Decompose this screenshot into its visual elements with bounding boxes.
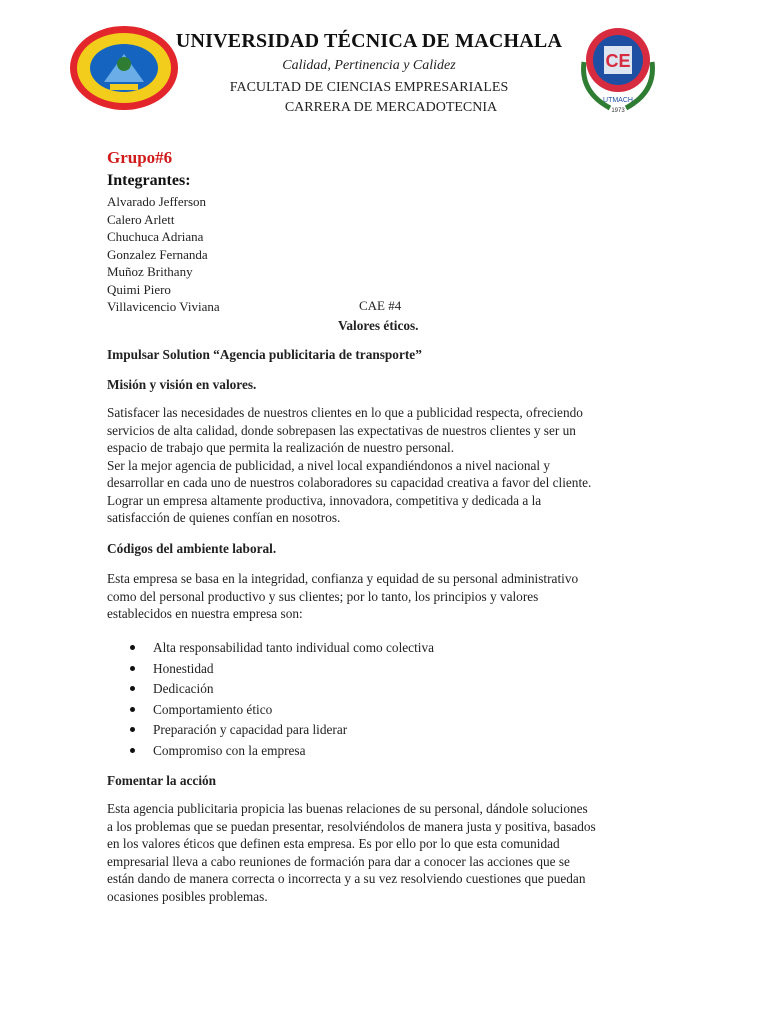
member-name: Gonzalez Fernanda [107,246,208,262]
value-label: Dedicación [153,681,214,697]
value-label: Comportamiento ético [153,701,273,717]
bullet-icon [130,727,135,732]
section-title: Valores éticos. [338,318,419,333]
paragraph-line: servicios de alta calidad, donde sobrepasen las expectativas de nuestros clientes y ser un [107,422,576,438]
career-name: CARRERA DE MERCADOTECNIA [284,100,498,115]
paragraph-line: ocasiones posibles problemas. [107,888,268,904]
paragraph-line: Lograr un empresa altamente productiva, innovadora, competitiva y dedicada a la [107,492,542,508]
action-paragraph [107,800,667,905]
bullet-icon [130,645,135,650]
bullet-icon [130,686,135,691]
value-label: Alta responsabilidad tanto individual como colectiva [153,640,435,655]
group-title: Grupo#6 [107,148,173,167]
codes-paragraph [107,570,667,623]
codes-heading: Códigos del ambiente laboral. [107,541,277,556]
paragraph-line: Satisfacer las necesidades de nuestros clientes en lo que a publicidad respecta, ofreciendo [107,405,583,420]
svg-text:CE: CE [605,51,631,71]
list-item [107,742,434,763]
paragraph-line: como del personal productivo y sus clientes; por lo tanto, los principios y valores [107,588,539,604]
paragraph-line: espacio de trabajo que permita la realización de nuestro personal. [107,440,455,455]
value-label: Compromiso con la empresa [153,742,306,758]
faculty-name: FACULTAD DE CIENCIAS EMPRESARIALES [229,80,509,95]
paragraph-line: empresarial lleva a cabo reuniones de formación para dar a conocer las acciones que se [107,853,570,869]
paragraph-line: desarrollar en cada uno de nuestros colaboradores su capacidad creativa a favor del cliente. [107,475,592,490]
university-title: UNIVERSIDAD TÉCNICA DE MACHALA [175,30,563,52]
paragraph-line: Ser la mejor agencia de publicidad, a nivel local expandiéndonos a nivel nacional y [107,457,551,473]
member-name: Muñoz Brithany [107,264,193,279]
list-item [107,639,434,660]
bullet-icon [130,748,135,753]
list-item [107,701,434,722]
paragraph-line: Esta empresa se basa en la integridad, confianza y equidad de su personal administrativo [107,571,579,586]
value-label: Preparación y capacidad para liderar [153,722,348,738]
paragraph-line: están dando de manera correcta o incorrecta y a su vez resolviendo cuestiones que puedan [107,871,586,886]
paragraph-line: a los problemas que se puedan presentar, resolviéndolos de manera justa y positiva, basados [107,818,596,834]
paragraph-line: en los valores éticos que definen esta empresa. Es por ello por lo que esta comunidad [107,836,560,851]
value-label: Honestidad [153,660,214,676]
member-name: Chuchuca Adriana [107,229,204,244]
company-heading: Impulsar Solution “Agencia publicitaria de transporte” [107,347,422,362]
mission-paragraph [107,404,667,527]
member-name: Calero Arlett [107,211,175,227]
member-name: Quimi Piero [107,281,171,297]
values-list [107,639,434,763]
list-item [107,680,434,701]
bullet-icon [130,666,135,671]
founding-year: 1973 [611,108,625,114]
list-item [107,660,434,681]
cae-label: CAE #4 [359,298,402,313]
paragraph-line: satisfacción de quienes confían en nosotros. [107,510,341,525]
paragraph-line: Esta agencia publicitaria propicia las buenas relaciones de su personal, dándole soluciones [107,801,588,816]
members-list [107,193,220,316]
mission-heading: Misión y visión en valores. [107,377,257,392]
utmach-caption: UTMACH [603,97,633,104]
list-item [107,721,434,742]
member-name: Alvarado Jefferson [107,194,207,209]
member-name: Villavicencio Viviana [107,299,220,314]
action-heading: Fomentar la acción [107,773,217,788]
university-motto: Calidad, Pertinencia y Calidez [282,58,456,73]
paragraph-line: establecidos en nuestra empresa son: [107,606,303,621]
members-label: Integrantes: [107,172,191,189]
bullet-icon [130,707,135,712]
